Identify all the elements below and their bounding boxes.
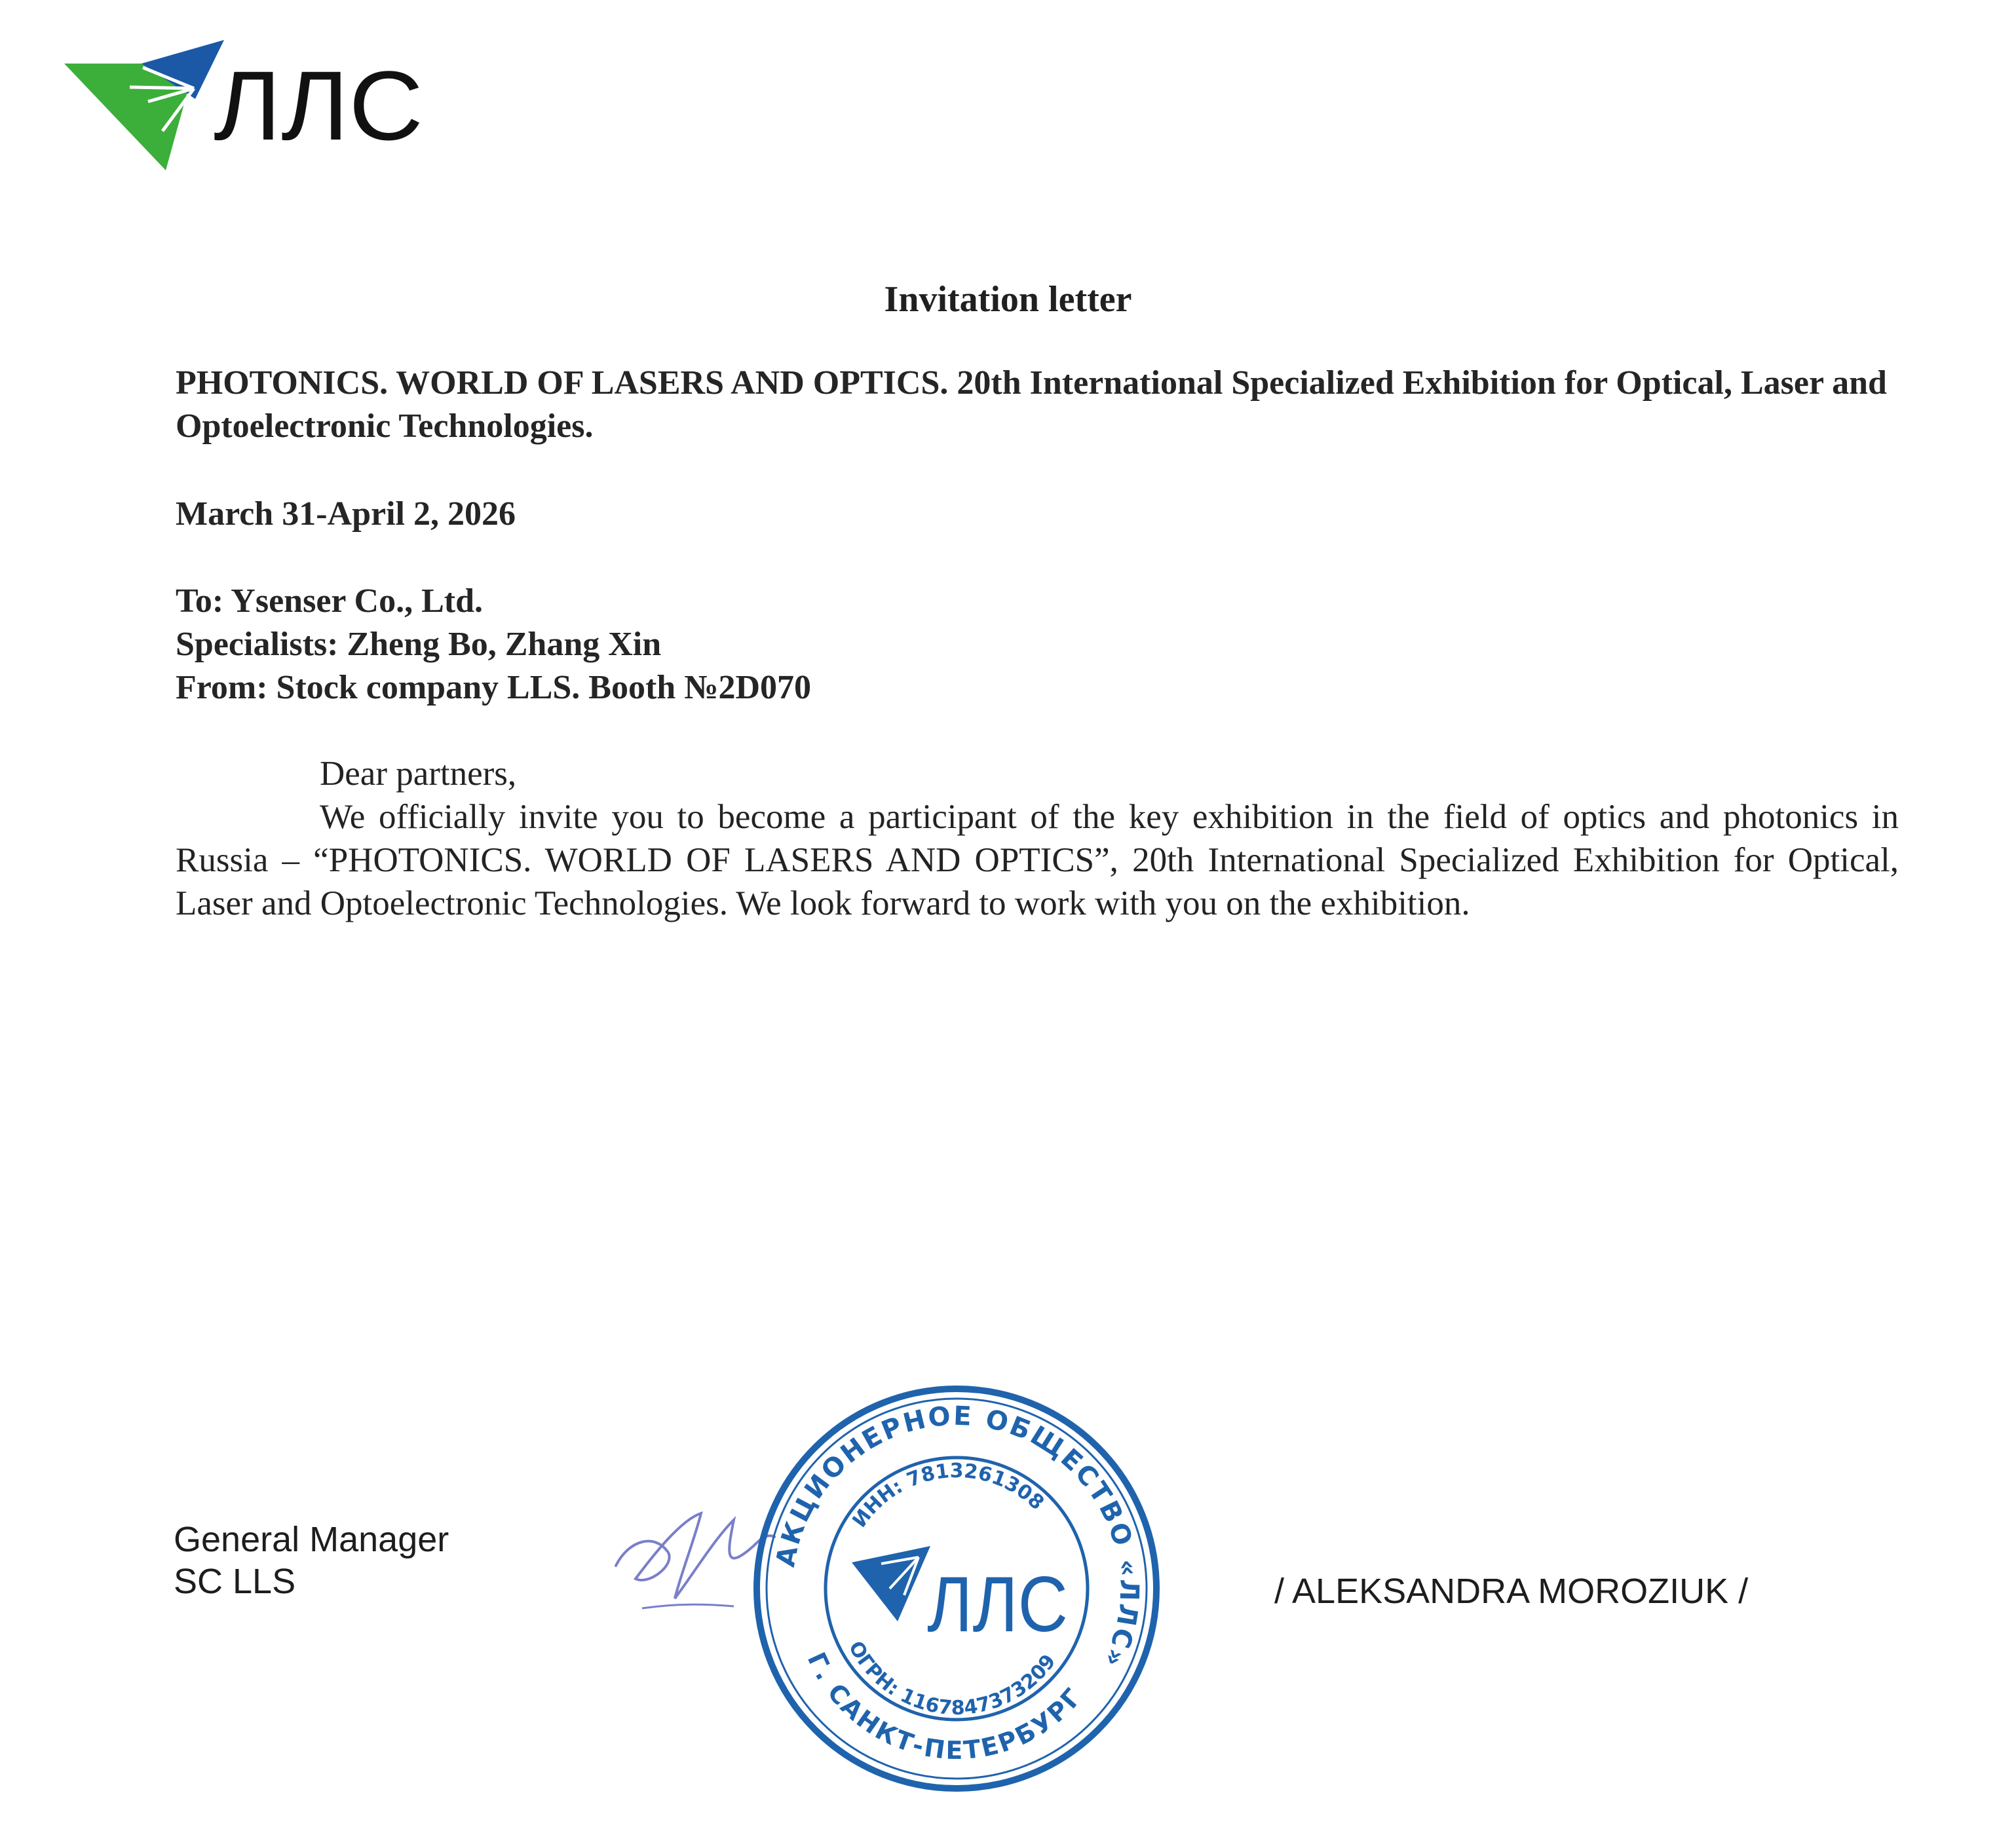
sender-line: From: Stock company LLS. Booth №2D070 — [176, 669, 812, 706]
seal-city: Г. САНКТ-ПЕТЕРБУРГ — [801, 1648, 1088, 1765]
company-seal — [747, 1379, 1166, 1798]
seal-org-name: АКЦИОНЕРНОЕ ОБЩЕСТВО «ЛЛС» — [770, 1401, 1145, 1674]
logo-text: ЛЛС — [214, 50, 423, 160]
greeting: Dear partners, — [320, 755, 517, 793]
specialists-line: Specialists: Zheng Bo, Zhang Xin — [176, 626, 662, 663]
company-logo — [64, 36, 431, 174]
signatory-name: / ALEKSANDRA MOROZIUK / — [1274, 1572, 1749, 1611]
body-paragraph: We officially invite you to become a participant of the key exhibition in the field of optics and photonics in Russia – “PHOTONICS. WORLD OF LASERS AND OPTICS”, 20th International Specialized Exhibition for Optical, Laser and Optoelectronic Technologies. We look forward to work with you on the exhibition. — [176, 798, 1899, 922]
exhibition-date: March 31-April 2, 2026 — [176, 495, 516, 533]
svg-text:ОГРН: 1167847373209 — [844, 1638, 1061, 1720]
signatory-position: General Manager — [174, 1520, 449, 1559]
addressee-block — [176, 580, 811, 709]
seal-inn: ИНН: 7813261308 — [848, 1459, 1049, 1532]
seal-ogrn: ОГРН: 1167847373209 — [843, 1637, 1061, 1720]
letter-body — [176, 752, 1899, 925]
signatory-block — [174, 1519, 449, 1602]
svg-text:ИНН: 7813261308 — [848, 1460, 1048, 1532]
exhibition-heading: PHOTONICS. WORLD OF LASERS AND OPTICS. 20th International Specialized Exhibition for Optical, Laser and Optoelectronic Technologies. — [176, 364, 1887, 445]
signatory-company: SC LLS — [174, 1562, 296, 1601]
letter-title: Invitation letter — [884, 279, 1132, 320]
recipient-line: To: Ysenser Co., Ltd. — [176, 582, 484, 620]
seal-logo-text: ЛЛС — [927, 1560, 1068, 1648]
seal-logo — [852, 1546, 1068, 1648]
